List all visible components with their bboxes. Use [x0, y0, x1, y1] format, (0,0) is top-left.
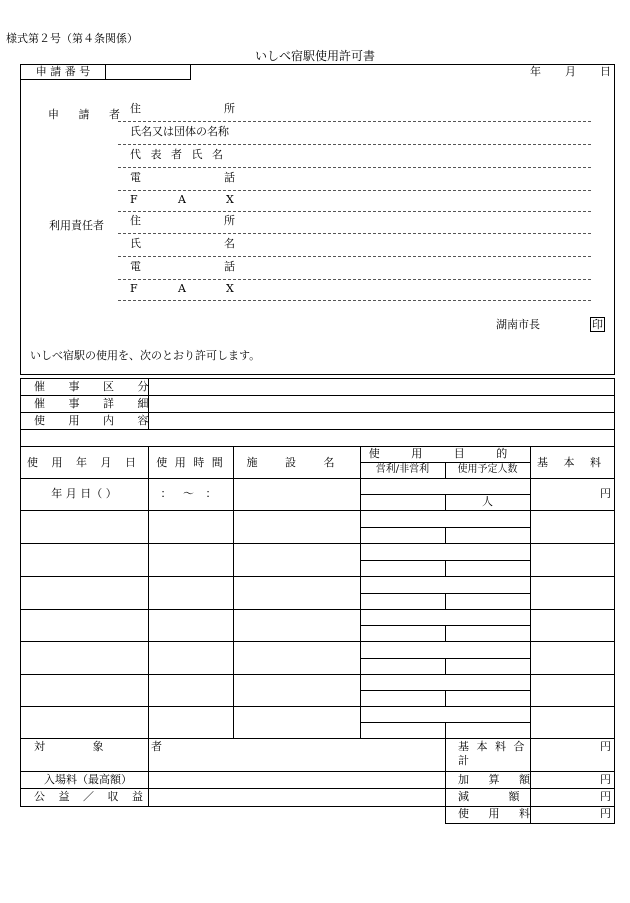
col-time-header: 使 用 時 間: [156, 456, 225, 469]
footer-addition-unit: 円: [600, 773, 611, 786]
applicant-address-label-a: 住: [130, 102, 141, 115]
first-row-time[interactable]: ： ～ ：: [160, 487, 221, 500]
applicant-rep-line[interactable]: [118, 167, 591, 168]
date-year: 年: [530, 65, 541, 78]
first-row-fee-unit: 円: [600, 487, 611, 500]
applicant-fax-line[interactable]: [118, 211, 591, 212]
applicant-address-line[interactable]: [118, 121, 591, 122]
applicant-address-label-b: 所: [224, 102, 235, 115]
permission-statement: いしべ宿駅の使用を、次のとおり許可します。: [30, 349, 261, 362]
footer-fee-label: 使 用 料: [458, 807, 538, 820]
form-number-label: 様式第２号（第４条関係）: [6, 32, 138, 45]
event-detail-field[interactable]: [149, 396, 614, 412]
resp-name-label-a: 氏: [130, 237, 141, 250]
col-facility-header: 施 設 名: [246, 456, 347, 469]
seal-mark: 印: [592, 318, 603, 331]
resp-fax-label-a: F: [130, 282, 138, 295]
event-detail-label: 催 事 詳 細: [34, 397, 159, 410]
event-category-field[interactable]: [149, 379, 614, 395]
footer-basic-total-unit: 円: [600, 740, 611, 753]
col-fee-header: 基 本 料: [537, 456, 607, 469]
app-no-field[interactable]: [105, 64, 191, 80]
first-row-people-unit: 人: [482, 495, 493, 508]
applicant-name-label: 氏名又は団体の名称: [130, 125, 229, 138]
resp-phone-label-a: 電: [130, 260, 141, 273]
resp-address-line[interactable]: [118, 233, 591, 234]
resp-fax-label-b: X: [226, 282, 234, 295]
resp-fax-line[interactable]: [118, 300, 591, 301]
date-month: 月: [565, 65, 576, 78]
page-title: いしべ宿駅使用許可書: [254, 49, 375, 63]
col-date-header: 使 用 年 月 日: [27, 456, 141, 469]
footer-fee-unit: 円: [600, 807, 611, 820]
applicant-phone-label-a: 電: [130, 171, 141, 184]
footer-basic-total-label: 基 本 料 合 計: [458, 740, 527, 767]
applicant-fax-label-a: F: [130, 193, 138, 206]
footer-target-label: 対 象 者: [34, 740, 184, 753]
resp-address-label-a: 住: [130, 214, 141, 227]
responsible-heading: 利用責任者: [49, 219, 104, 232]
applicant-heading: 申 請 者: [48, 108, 128, 121]
resp-address-label-b: 所: [224, 214, 235, 227]
applicant-phone-label-b: 話: [224, 171, 235, 184]
col-people-header: 使用予定人数: [457, 464, 518, 475]
usage-content-field[interactable]: [149, 413, 614, 429]
event-category-label: 催 事 区 分: [34, 380, 159, 393]
resp-fax-label-mid: A: [178, 282, 186, 295]
applicant-rep-label: 代 表 者 氏 名: [130, 148, 226, 161]
resp-name-line[interactable]: [118, 256, 591, 257]
first-row-date[interactable]: 年 月 日（ ）: [51, 487, 117, 500]
applicant-phone-line[interactable]: [118, 190, 591, 191]
applicant-fax-label-b: X: [226, 193, 234, 206]
footer-public-label: 公 益 ／ 収 益: [34, 790, 148, 803]
footer-addition-label: 加 算 額: [458, 773, 538, 786]
usage-content-label: 使 用 内 容: [34, 414, 159, 427]
date-day: 日: [600, 65, 611, 78]
col-purpose-header: 使 用 目 的: [368, 447, 522, 460]
resp-phone-line[interactable]: [118, 279, 591, 280]
col-profit-header: 営利/非営利: [375, 464, 430, 475]
footer-admission-label: 入場料（最高額）: [44, 773, 132, 786]
footer-reduction-unit: 円: [600, 790, 611, 803]
applicant-fax-label-mid: A: [178, 193, 186, 206]
applicant-name-line[interactable]: [118, 144, 591, 145]
issuer-name: 湖南市長: [496, 318, 540, 331]
resp-phone-label-b: 話: [224, 260, 235, 273]
footer-reduction-label: 減 額: [458, 790, 538, 803]
resp-name-label-b: 名: [224, 237, 235, 250]
app-no-label: 申 請 番 号: [35, 65, 91, 78]
